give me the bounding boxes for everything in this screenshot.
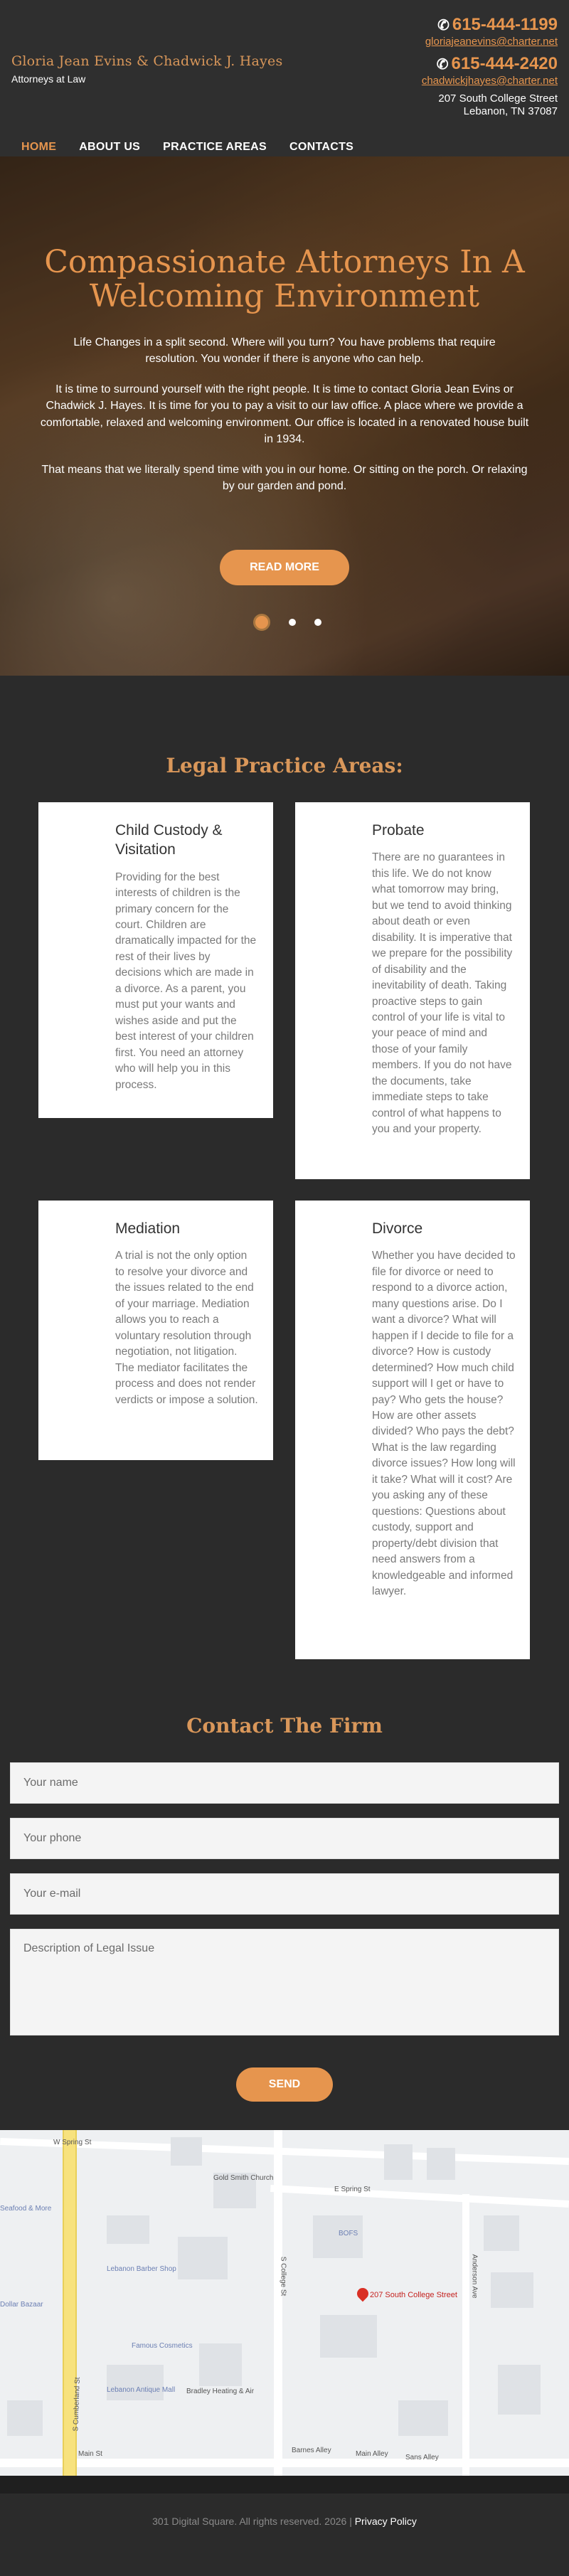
map-building	[107, 2365, 164, 2400]
map-building	[491, 2272, 533, 2308]
address-line-1: 207 South College Street	[438, 92, 558, 105]
map-label: Famous Cosmetics	[132, 2342, 193, 2350]
practice-card-child-custody	[38, 802, 273, 1118]
map-building	[199, 2343, 242, 2386]
practice-card-title: Probate	[372, 822, 425, 839]
practice-card-text: A trial is not the only option to resolve your divorce and the issues related to the end of your marriage. Mediation allows you to reach a voluntary resolution through negotiation, not litigation. The mediator facilitates the process and does not render verdicts or impose a solution.	[115, 1250, 258, 1406]
practice-areas-section	[0, 676, 569, 1689]
practice-card-title: Divorce	[372, 1220, 423, 1237]
map-building	[484, 2215, 519, 2251]
phone-number-2: 615-444-2420	[451, 53, 558, 73]
hero-paragraph-3: That means that we literally spend time with you in our home. Or sitting on the porch. Or relaxing by our garden and pond.	[41, 463, 528, 493]
practice-card-text: There are no guarantees in this life. We do not know what tomorrow may bring, but we tend to avoid thinking about death or even disability. It is imperative that we prepare for the possibility of disability and the inevitability of death. Taking proactive steps to gain control of your life is vital to your peace of mind and those of your family members. If you do not have the documents, take immediate steps to take control of what happens to you and your property.	[372, 851, 513, 1136]
contact-title: Contact The Firm	[186, 1714, 383, 1737]
practice-card-text: Providing for the best interests of children is the primary concern for the court. Children are dramatically impacted for the rest of their lives by decisions which are made in a divorce. As a parent, you must put your wants and wishes aside and put the best interest of your children first. You need an attorney who will help you in this process.	[115, 871, 257, 1091]
practice-card-title: Mediation	[115, 1220, 181, 1237]
map-label: Anderson Ave	[470, 2254, 479, 2299]
map-label: E Spring St	[334, 2186, 371, 2193]
practice-card-title: Child Custody & Visitation	[115, 822, 223, 858]
nav-about-us[interactable]: ABOUT US	[79, 141, 141, 153]
email-link-1[interactable]: gloriajeanevins@charter.net	[425, 36, 558, 48]
map-label: Sans Alley	[405, 2454, 439, 2461]
map-building	[398, 2400, 448, 2436]
firm-tagline: Attorneys at Law	[11, 73, 86, 85]
main-nav	[21, 141, 353, 154]
copyright-text: 301 Digital Square. All rights reserved. 2026 |	[152, 2516, 352, 2527]
phone-icon: ✆	[437, 18, 450, 33]
map-label: Seafood & More	[0, 2205, 52, 2213]
phone-link-2[interactable]	[422, 53, 558, 75]
hero-slider	[0, 156, 569, 676]
map-road	[274, 2130, 282, 2476]
site-footer	[0, 2493, 569, 2554]
map-label: BOFS	[339, 2230, 358, 2237]
map-building	[107, 2215, 149, 2244]
map-building	[384, 2144, 413, 2180]
map-pin-icon[interactable]	[355, 2286, 371, 2302]
map-label: Barnes Alley	[292, 2447, 331, 2454]
slider-dot-3[interactable]	[314, 619, 321, 626]
email-link-2[interactable]: chadwickjhayes@charter.net	[421, 74, 558, 87]
map-road	[462, 2194, 469, 2476]
brand[interactable]	[11, 53, 282, 85]
slider-dots	[36, 614, 533, 631]
map-label: Dollar Bazaar	[0, 2301, 43, 2309]
slider-dot-2[interactable]	[289, 619, 296, 626]
location-map[interactable]	[0, 2130, 569, 2476]
site-header	[0, 0, 569, 156]
map-label: Lebanon Antique Mall	[107, 2386, 176, 2394]
send-button[interactable]: SEND	[236, 2067, 333, 2102]
practice-card-probate	[295, 802, 530, 1179]
address-line-2: Lebanon, TN 37087	[463, 105, 558, 118]
header-contact	[422, 14, 558, 119]
map-label: Bradley Heating & Air	[186, 2388, 255, 2395]
map-label: W Spring St	[53, 2139, 92, 2146]
practice-areas-title: Legal Practice Areas:	[166, 754, 403, 777]
phone-number-1: 615-444-1199	[452, 15, 558, 34]
privacy-policy-link[interactable]: Privacy Policy	[354, 2516, 417, 2527]
read-more-button[interactable]: READ MORE	[220, 550, 349, 585]
map-marker-label: 207 South College Street	[370, 2291, 457, 2299]
hero-paragraph-1: Life Changes in a split second. Where will you turn? You have problems that require resolution. You wonder if there is anyone who can help.	[73, 336, 496, 365]
legal-issue-field[interactable]	[10, 1929, 559, 2035]
practice-card-mediation	[38, 1201, 273, 1460]
map-label: Main St	[78, 2450, 102, 2458]
slider-dot-1[interactable]	[253, 614, 270, 631]
map-label: Gold Smith Church	[213, 2174, 274, 2182]
phone-field[interactable]	[10, 1818, 559, 1859]
nav-home[interactable]: HOME	[21, 141, 57, 153]
phone-link-1[interactable]	[422, 14, 558, 36]
map-building	[427, 2148, 455, 2180]
name-field[interactable]	[10, 1762, 559, 1804]
practice-card-text: Whether you have decided to file for divorce or need to respond to a divorce action, many questions arise. Do I want a divorce? What will happen if I decide to file for a divorce? How is custody determined? How much child support will I get or have to pay? Who gets the house? How are other assets divided? Who pays the debt? What is the law regarding divorce issues? How long will it take? What will it cost? Are you asking any of these questions: Questions about custody, support and property/debt division that need answers from a knowledgeable and informed lawyer.	[372, 1250, 516, 1598]
map-building	[171, 2137, 202, 2166]
map-building	[7, 2400, 43, 2436]
footer-band	[0, 2476, 569, 2493]
nav-practice-areas[interactable]: PRACTICE AREAS	[163, 141, 267, 153]
map-label: S College St	[279, 2256, 287, 2296]
practice-card-divorce	[295, 1201, 530, 1659]
map-label: Lebanon Barber Shop	[107, 2265, 176, 2273]
map-building	[498, 2365, 541, 2415]
map-road	[270, 2185, 569, 2208]
map-building	[178, 2237, 228, 2279]
contact-form-section	[0, 1689, 569, 2130]
map-label: S Cumberland St	[72, 2377, 82, 2432]
hero-paragraph-2: It is time to surround yourself with the right people. It is time to contact Gloria Jean Evins or Chadwick J. Hayes. It is time for you to pay a visit to our law office. A place where we provide a comfortable, relaxed and welcoming environment. Our office is located in a renovated house built in 1934.	[40, 383, 529, 445]
email-field[interactable]	[10, 1873, 559, 1915]
map-building	[320, 2315, 377, 2358]
map-road	[0, 2459, 569, 2467]
hero-title: Compassionate Attorneys In A Welcoming Environment	[44, 244, 525, 315]
firm-name[interactable]: Gloria Jean Evins & Chadwick J. Hayes	[11, 53, 283, 69]
phone-icon: ✆	[436, 56, 449, 73]
map-label: Main Alley	[356, 2450, 388, 2458]
nav-contacts[interactable]: CONTACTS	[289, 141, 354, 153]
